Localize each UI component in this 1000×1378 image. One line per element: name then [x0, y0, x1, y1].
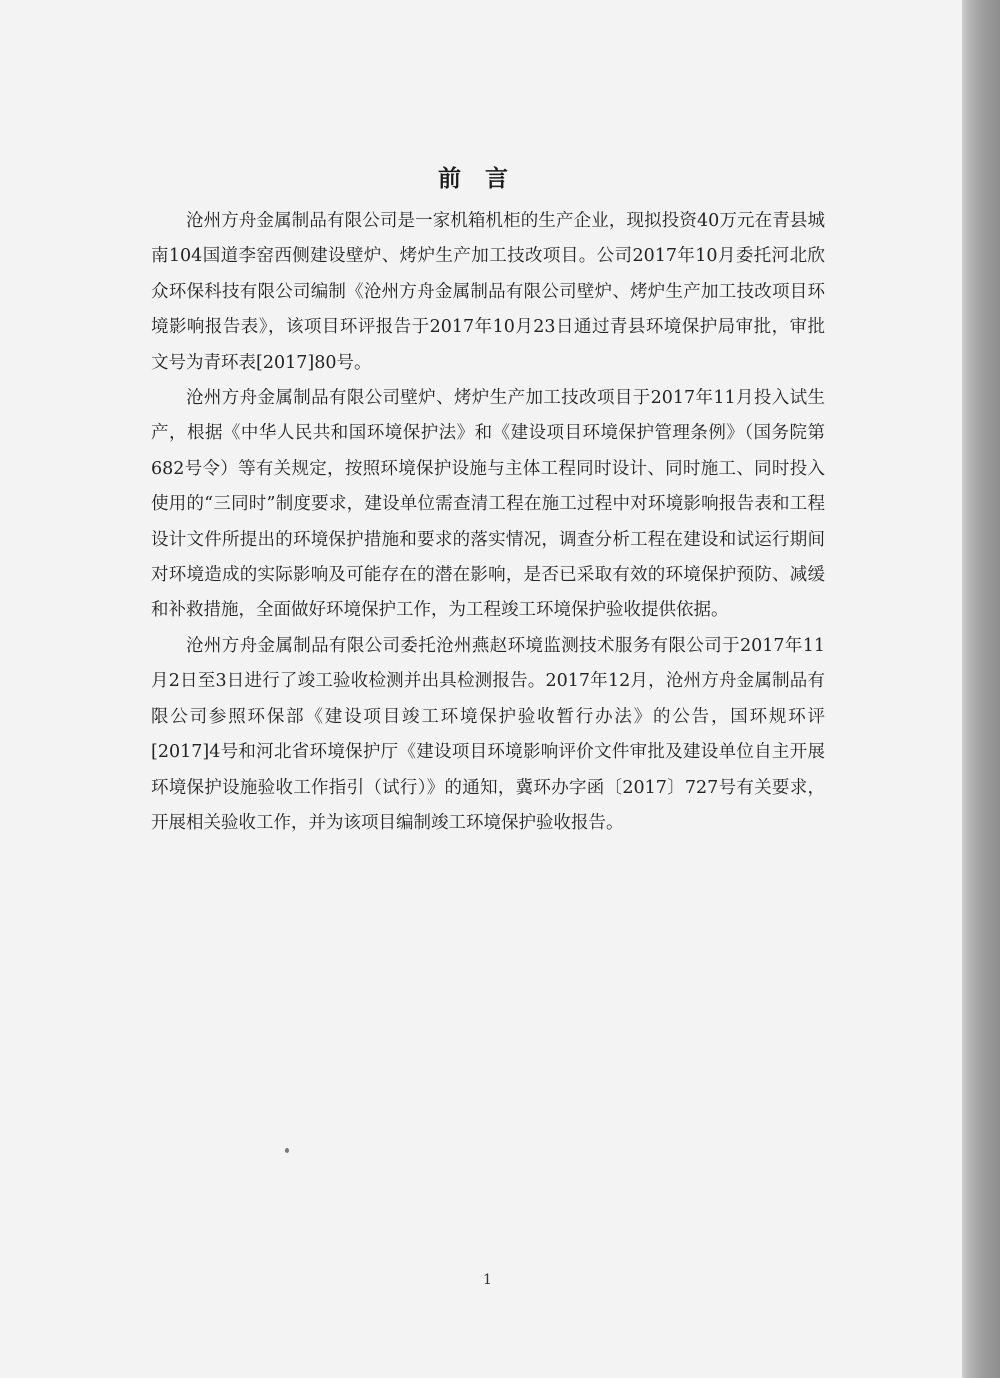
- scan-edge-shadow: [962, 0, 1000, 1378]
- scan-speck: [285, 1148, 289, 1153]
- body-text: [151, 204, 825, 841]
- paragraph-2: 沧州方舟金属制品有限公司壁炉、烤炉生产加工技改项目于2017年11月投入试生产，根据《中华人民共和国环境保护法》和《建设项目环境保护管理条例》（国务院第682号令）等有关规定，按照环境保护设施与主体工程同时设计、同时施工、同时投入使用的“三同时”制度要求，建设单位需查清工程在施工过程中对环境影响报告表和工程设计文件所提出的环境保护措施和要求的落实情况，调查分析工程在建设和试运行期间对环境造成的实际影响及可能存在的潜在影响，是否已采取有效的环境保护预防、减缓和补救措施，全面做好环境保护工作，为工程竣工环境保护验收提供依据。: [151, 388, 825, 621]
- paragraph-1: 沧州方舟金属制品有限公司是一家机箱机柜的生产企业，现拟投资40万元在青县城南104国道李窑西侧建设壁炉、烤炉生产加工技改项目。公司2017年10月委托河北欣众环保科技有限公司编制《沧州方舟金属制品有限公司壁炉、烤炉生产加工技改项目环境影响报告表》，该项目环评报告于2017年10月23日通过青县环境保护局审批，审批文号为青环表[2017]80号。: [151, 211, 825, 373]
- paragraph-3: 沧州方舟金属制品有限公司委托沧州燕赵环境监测技术服务有限公司于2017年11月2日至3日进行了竣工验收检测并出具检测报告。2017年12月，沧州方舟金属制品有限公司参照环保部《建设项目竣工环境保护验收暂行办法》的公告，国环规环评[2017]4号和河北省环境保护厅《建设项目环境影响评价文件审批及建设单位自主开展环境保护设施验收工作指引（试行）》的通知，冀环办字函〔2017〕727号有关要求，开展相关验收工作，并为该项目编制竣工环境保护验收报告。: [151, 635, 825, 833]
- page-title: 前言: [438, 165, 532, 192]
- page-number: 1: [483, 1272, 492, 1288]
